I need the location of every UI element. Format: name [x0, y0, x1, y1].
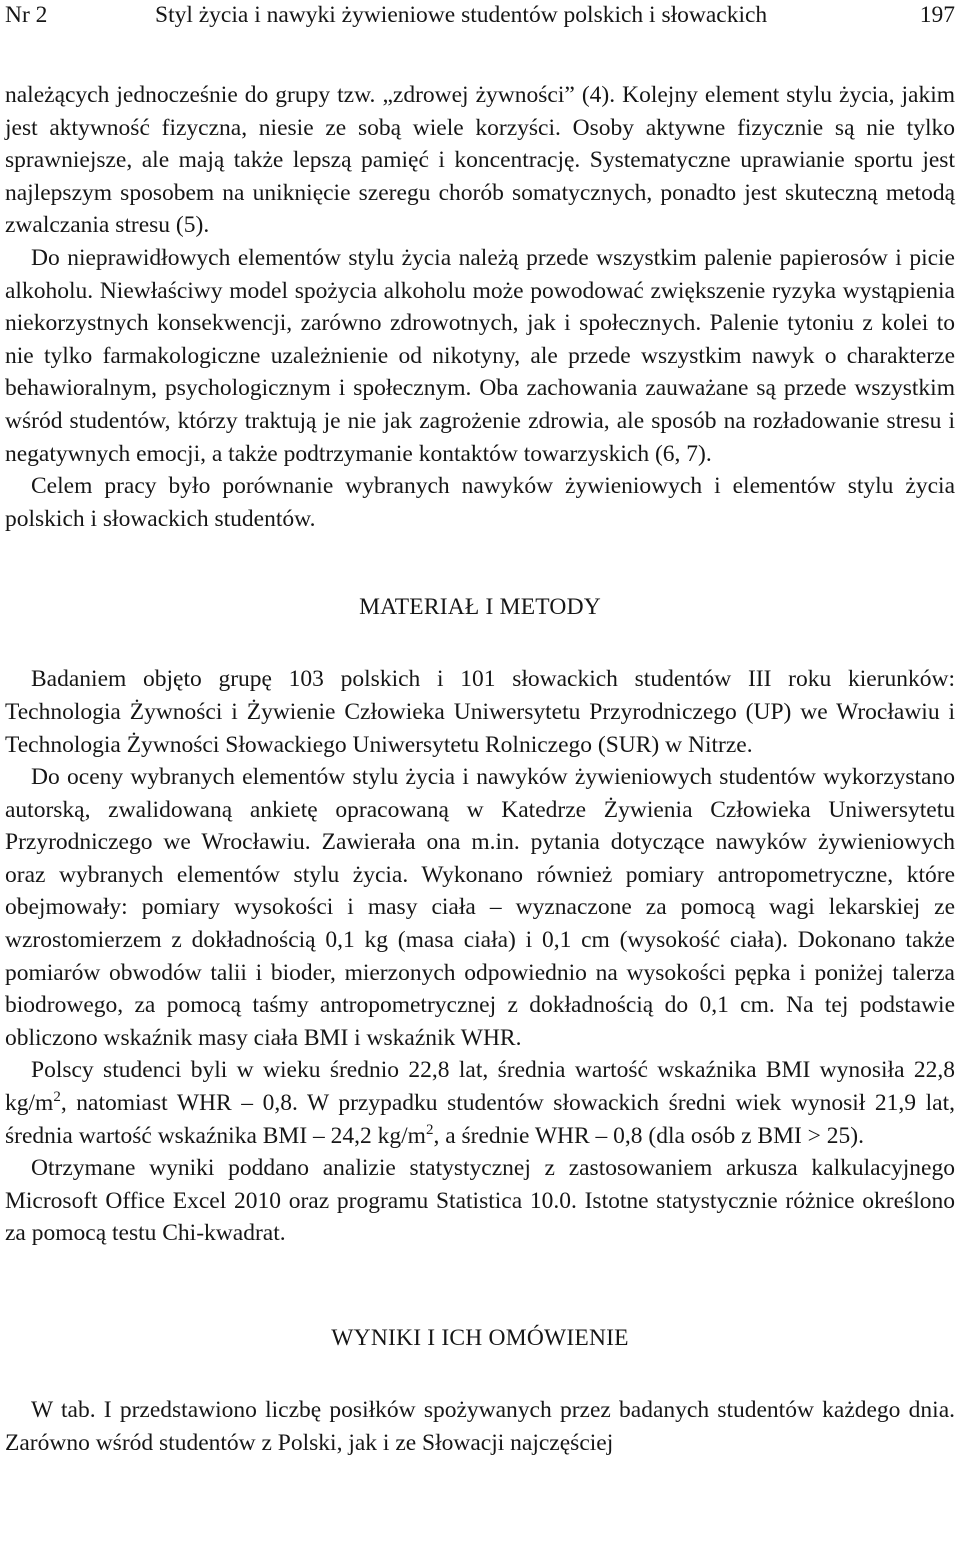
- results-paragraph-1: W tab. I przedstawiono liczbę posiłków spożywanych przez badanych studentów każdego dnia. Zarówno wśród studentów z Polski, jak i ze Słowacji najczęściej: [5, 1397, 955, 1456]
- issue-number: Nr 2: [5, 2, 48, 28]
- methods-p3-part-a: Polscy studenci byli w wieku średnio 22,8 lat, średnia wartość wskaźnika BMI wynosiła 22,8 kg/m: [5, 1057, 955, 1117]
- methods-paragraph-2: Do oceny wybranych elementów stylu życia i nawyków żywieniowych studentów wykorzystano autorską, zwalidowaną ankietę opracowaną w Katedrze Żywienia Człowieka Uniwersytetu Przyrodniczego we Wrocławiu. Zawierała ona m.in. pytania dotyczące nawyków żywieniowych oraz wybranych elementów stylu życia. Wykonano również pomiary antropometryczne, które obejmowały: pomiary wysokości i masy ciała – wyznaczone za pomocą wagi lekarskiej ze wzrostomierzem z dokładnością 0,1 kg (masa ciała) i 0,1 cm (wysokość ciała). Dokonano także pomiarów obwodów talii i bioder, mierzonych odpowiednio na wysokości pępka i poniżej talerza biodrowego, za pomocą taśmy antropometrycznej z dokładnością do 0,1 cm. Na tej podstawie obliczono wskaźnik masy ciała BMI i wskaźnik WHR.: [5, 764, 955, 1051]
- methods-paragraph-1: Badaniem objęto grupę 103 polskich i 101 słowackich studentów III roku kierunków: Technologia Żywności i Żywienie Człowieka Uniwersytetu Przyrodniczego (UP) we Wrocławiu i Technologia Żywności Słowackiego Uniwersytetu Rolniczego (SUR) w Nitrze.: [5, 666, 955, 758]
- methods-p3-part-c: , a średnie WHR – 0,8 (dla osób z BMI > 25).: [433, 1122, 864, 1149]
- running-header: [5, 0, 955, 34]
- page-number: 197: [919, 2, 955, 28]
- methods-paragraph-4: Otrzymane wyniki poddano analizie statystycznej z zastosowaniem arkusza kalkulacyjnego Microsoft Office Excel 2010 oraz programu Statistica 10.0. Istotne statystycznie różnice określono za pomocą testu Chi-kwadrat.: [5, 1155, 955, 1247]
- intro-paragraph-3: Celem pracy było porównanie wybranych nawyków żywieniowych i elementów stylu życia polskich i słowackich studentów.: [5, 473, 955, 532]
- methods-paragraph-3: [5, 1054, 955, 1152]
- intro-paragraph-1: należących jednocześnie do grupy tzw. „zdrowej żywności” (4). Kolejny element stylu życia, jakim jest aktywność fizyczna, niesie ze sobą wiele korzyści. Osoby aktywne fizycznie są nie tylko sprawniejsze, ale mają także lepszą pamięć i koncentrację. Systematyczne uprawianie sportu jest najlepszym sposobem na uniknięcie szeregu chorób somatycznych, ponadto jest skuteczną metodą zwalczania stresu (5).: [5, 82, 955, 239]
- methods-p3-part-b: , natomiast WHR – 0,8. W przypadku studentów słowackich średni wiek wynosił 21,9 lat, średnia wartość wskaźnika BMI – 24,2 kg/m: [5, 1090, 955, 1149]
- superscript-2: 2: [425, 1121, 434, 1138]
- methods-heading: MATERIAŁ I METODY: [359, 594, 601, 621]
- results-heading: WYNIKI I ICH OMÓWIENIE: [331, 1325, 629, 1351]
- article-body: [5, 79, 955, 1459]
- superscript-2: 2: [53, 1089, 61, 1106]
- running-title: Styl życia i nawyki żywieniowe studentów polskich i słowackich: [155, 2, 768, 28]
- intro-paragraph-2: Do nieprawidłowych elementów stylu życia należą przede wszystkim palenie papierosów i picie alkoholu. Niewłaściwy model spożycia alkoholu może powodować zwiększenie ryzyka wystąpienia niekorzystnych konsekwencji, zarówno zdrowotnych, jak i społecznych. Palenie tytoniu z kolei to nie tylko farmakologiczne uzależnienie od nikotyny, ale przede wszystkim nawyk o charakterze behawioralnym, psychologicznym i społecznym. Oba zachowania zauważane są przede wszystkim wśród studentów, którzy traktują je nie jak zagrożenie zdrowia, ale sposób na rozładowanie stresu i negatywnych emocji, a także podtrzymanie kontaktów towarzyskich (6, 7).: [5, 244, 955, 467]
